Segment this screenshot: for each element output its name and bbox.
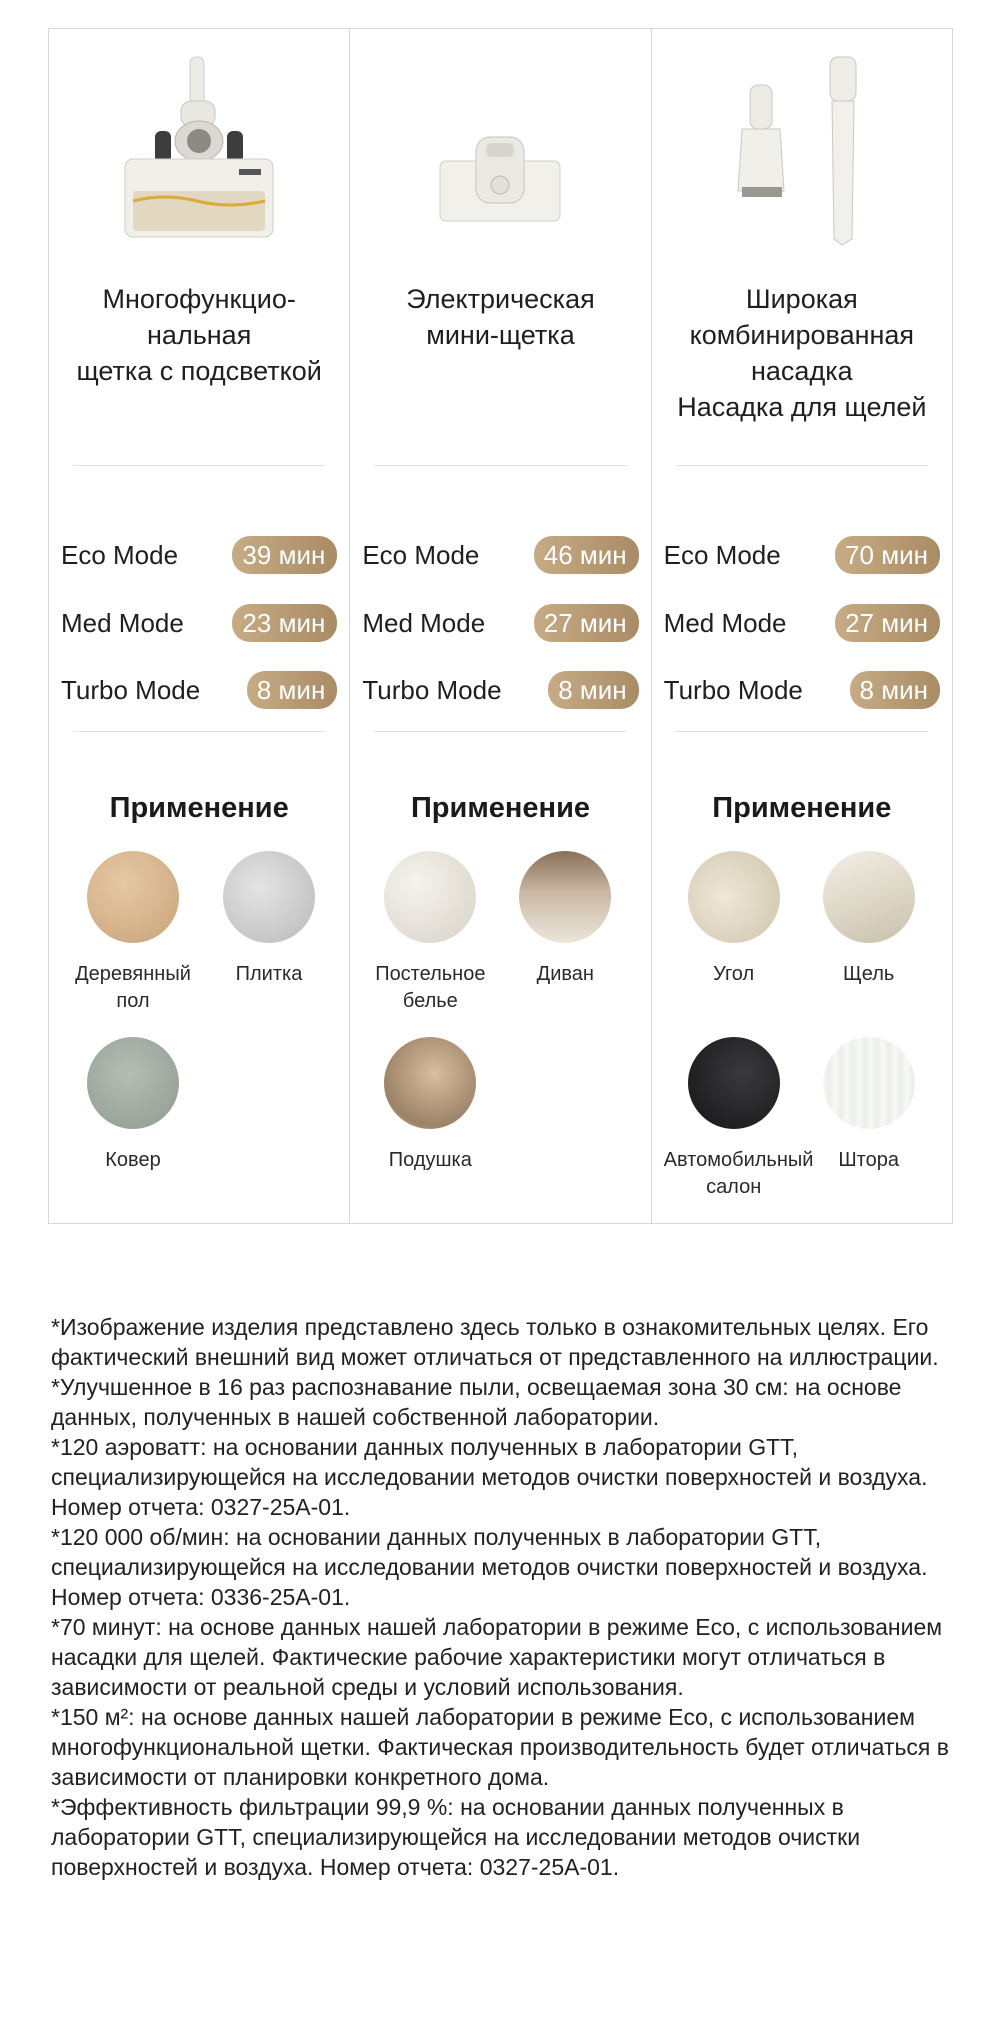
- mode-row-turbo: [61, 670, 337, 710]
- mode-label: Med Mode: [61, 607, 184, 638]
- attachment-title: Электрическая мини-щетка: [406, 284, 595, 350]
- application-heading: Применение: [712, 792, 892, 824]
- bedding-icon: [384, 851, 476, 943]
- footnote: *150 м²: на основе данных нашей лаборатории в режиме Eco, с использованием многофункциональной щетки. Фактическая производительность будет отличаться в зависимости от планировки конкретного дома.: [51, 1704, 949, 1790]
- surface-gap: [799, 851, 939, 988]
- application-heading: Применение: [410, 792, 591, 824]
- runtime-badge: 39 мин: [232, 536, 337, 574]
- mode-row-med: [61, 603, 337, 643]
- mode-label: Eco Mode: [362, 539, 480, 570]
- mode-label: Eco Mode: [663, 539, 781, 570]
- runtime-badge: 27 мин: [534, 604, 639, 642]
- mode-label: Med Mode: [362, 607, 486, 638]
- surface-curtain: [799, 1037, 939, 1174]
- divider: [374, 465, 626, 466]
- pillow-icon: [384, 1037, 476, 1129]
- attachment-title: Широкая комбинированная насадка Насадка для щелей: [677, 284, 927, 422]
- footnote: *70 минут: на основе данных нашей лаборатории в режиме Eco, с использованием насадки для щелей. Фактические рабочие характеристики могут отличаться в зависимости от реальной среды и условий использования.: [51, 1614, 943, 1700]
- attachment-column-mini-brush: [350, 29, 651, 1223]
- surface-label: Диван: [536, 963, 594, 985]
- surface-car-interior: [663, 1037, 814, 1201]
- surface-label: Подушка: [388, 1149, 472, 1171]
- mini-brush-image: [390, 51, 610, 251]
- mode-label: Turbo Mode: [61, 674, 201, 705]
- divider: [676, 731, 928, 732]
- runtime-badge: 8 мин: [850, 671, 940, 709]
- multifunction-brush-image: [89, 51, 309, 251]
- tile-icon: [223, 851, 315, 943]
- runtime-badge: 23 мин: [232, 604, 337, 642]
- surface-label: Деревянный пол: [75, 963, 191, 1012]
- surface-tile: [199, 851, 339, 988]
- gap-icon: [823, 851, 915, 943]
- mode-row-eco: [362, 535, 638, 575]
- footnote: *120 000 об/мин: на основании данных полученных в лаборатории GTT, специализирующейся на исследовании методов очистки поверхностей и воздуха. Номер отчета: 0336-25A-01.: [51, 1524, 928, 1610]
- mode-row-med: [362, 603, 638, 643]
- surface-carpet: [63, 1037, 203, 1174]
- mode-label: Med Mode: [663, 607, 787, 638]
- divider: [73, 465, 325, 466]
- surface-label: Щель: [843, 963, 895, 985]
- runtime-badge: 46 мин: [534, 536, 639, 574]
- surface-label: Ковер: [105, 1149, 161, 1171]
- surface-pillow: [360, 1037, 500, 1174]
- runtime-badge: 8 мин: [247, 671, 337, 709]
- footnote: *Эффективность фильтрации 99,9 %: на основании данных полученных в лаборатории GTT, специализирующейся на исследовании методов очистки поверхностей и воздуха. Номер отчета: 0327-25A-01.: [51, 1794, 861, 1880]
- runtime-badge: 70 мин: [835, 536, 940, 574]
- mode-row-turbo: [362, 670, 638, 710]
- mode-row-eco: [61, 535, 337, 575]
- corner-icon: [688, 851, 780, 943]
- runtime-badge: 8 мин: [548, 671, 638, 709]
- surface-bedding: [360, 851, 500, 1015]
- mode-row-turbo: [664, 670, 940, 710]
- footnote: *120 аэроватт: на основании данных полученных в лаборатории GTT, специализирующейся на исследовании методов очистки поверхностей и воздуха. Номер отчета: 0327-25A-01.: [51, 1434, 928, 1520]
- sofa-icon: [519, 851, 611, 943]
- wood-floor-icon: [87, 851, 179, 943]
- comparison-table: [48, 28, 953, 1224]
- application-heading: Применение: [109, 792, 289, 824]
- divider: [676, 465, 928, 466]
- mode-label: Turbo Mode: [663, 674, 803, 705]
- divider: [73, 731, 325, 732]
- surface-label: Автомобильный салон: [663, 1149, 814, 1198]
- attachment-title: Многофункцио- нальная щетка с подсветкой: [76, 284, 322, 386]
- footnote: *Изображение изделия представлено здесь только в ознакомительных целях. Его фактический внешний вид может отличаться от представленного на иллюстрации.: [51, 1314, 939, 1370]
- attachment-column-multifunction: [49, 29, 350, 1223]
- surface-label: Постельное белье: [375, 963, 486, 1012]
- attachment-column-crevice: [652, 29, 952, 1223]
- carpet-icon: [87, 1037, 179, 1129]
- footnotes: [51, 1312, 951, 1882]
- car-interior-icon: [688, 1037, 780, 1129]
- surface-label: Плитка: [235, 963, 303, 985]
- curtain-icon: [823, 1037, 915, 1129]
- surface-corner: [664, 851, 804, 988]
- divider: [374, 731, 626, 732]
- mode-label: Eco Mode: [61, 539, 179, 570]
- combination-crevice-tool-image: [692, 51, 912, 251]
- mode-label: Turbo Mode: [362, 674, 502, 705]
- footnote: *Улучшенное в 16 раз распознавание пыли, освещаемая зона 30 см: на основе данных, полученных в нашей собственной лаборатории.: [51, 1374, 902, 1430]
- mode-row-eco: [664, 535, 940, 575]
- surface-sofa: [495, 851, 635, 988]
- mode-row-med: [664, 603, 940, 643]
- runtime-badge: 27 мин: [835, 604, 940, 642]
- surface-wood-floor: [63, 851, 203, 1015]
- surface-label: Штора: [838, 1149, 899, 1171]
- surface-label: Угол: [713, 963, 755, 985]
